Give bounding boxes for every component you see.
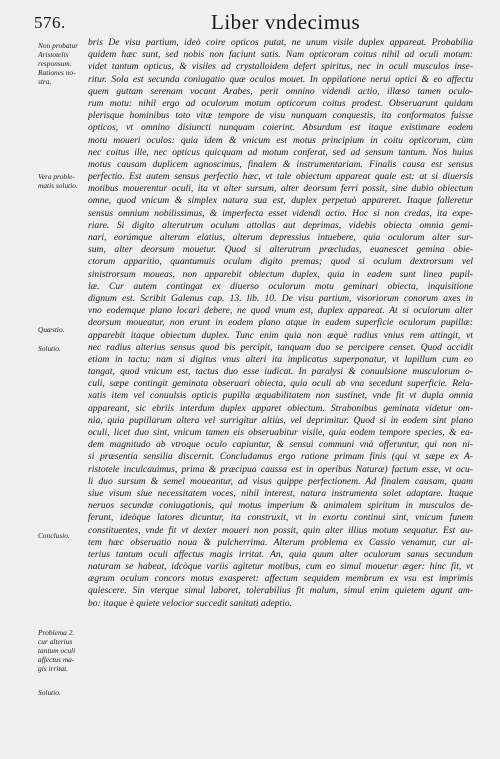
text-line: quidem hæc sunt, sed nobis non faciunt satis. Nam opticorum coitus nihil ad oculi motum: bbox=[88, 49, 473, 61]
text-line: omne, quod vnicum & simplex natura sua est, duplex perpetuò appareret. Itaque falleretur bbox=[88, 195, 473, 207]
text-line: quiescere. Sin vterque simul laboret, tolerabilius fit malum, simul enim quietem agunt am- bbox=[88, 585, 473, 597]
text-line: apparebit itaque obiectum duplex. Tunc enim quia non æquè radius vnius rem attingit, vt bbox=[88, 329, 473, 341]
text-line: tangat, quod vnicum est, tactus duo esse iudicat. In paralysi & conuulsione musculorum o- bbox=[88, 366, 473, 378]
text-line: constituentes, vnde fit vt dexter moueri non possit, quin alter illius motum sequatur. Est au- bbox=[88, 524, 473, 536]
text-line: ægrum oculum concors motus exasperet: affectum sequidem membrum ex vsu est imprimis bbox=[88, 573, 473, 585]
text-line: nari, eorúmque alterum elatius, alterum depressius intuebere, quia oculorum alter sur- bbox=[88, 232, 473, 243]
text-line: siue visum siue necessitatem voces, nihil interest, natura instrumenta solet adaptare. Itaque bbox=[88, 487, 473, 499]
text-line: motus causam duplicem agnoscimus, finalem & instrumentariam. Finalis causa est sensus bbox=[88, 158, 473, 170]
text-line: nec coitus ille, nec opticus quicquam ad motum conferat, sed ad sensum tantum. Nos huius bbox=[88, 146, 473, 158]
text-line: perfectio. Est autem sensus perfectio hæc, vt tale obiectum appareat quale est: at si diuersis bbox=[88, 171, 473, 183]
text-line: ferunt, ideòque latores dicuntur, ita construxit, vt in exortu continui sint, vnicum funem bbox=[88, 512, 473, 524]
text-line: si præsentia sensilia discernit. Concludamus ergo ratione primam finis (qui vt sæpe ex A- bbox=[88, 451, 473, 463]
text-line: xatis item vel conuulsis opticis pupilla æquabilitatem non sustinet, vnde fit vt dupla omnia bbox=[88, 390, 473, 402]
text-line: plerisque hominibus toto vitæ tempore de visu nunquam conquestis, ita conformatos fuisse bbox=[88, 110, 473, 122]
text-line: etiam in tactu: nam si digitus vnus alteri ita implicatus superponatur, vt lapillum cum eo bbox=[88, 353, 473, 365]
text-line: sum, alter deorsum mouetur. Quod si alterutrum præcludas, euanescet gemina obie- bbox=[88, 244, 473, 256]
text-line: nec radius alterius sensus quod bis percipit, tanquam duo se percipere censet. Quod accidit bbox=[88, 341, 473, 353]
text-line: læ. Cur autem contingat ex diuerso oculorum motu geminari obiecta, inquisitione bbox=[88, 280, 473, 292]
text-line: deorsum moueatur, non erunt in eodem plano atque in eadem superficie oculorum pupillæ: bbox=[88, 317, 473, 329]
text-line: ristotele inculcauimus, prima & præcipua caussa est in operibus Naturæ) factum esse, vt ocu- bbox=[88, 463, 473, 475]
text-line: videt tantum opticus, & visiles ad crystalloidem defert spiritus, nec in oculi musculos inse- bbox=[88, 61, 473, 73]
text-line: terius tantum oculi affectus magis irritat. An, quia quum alter oculorum sanus secundum bbox=[88, 548, 473, 560]
text-line: vno eodemque plano locari debere, ne quod vnum est, duplex appareat. At si oculorum alter bbox=[88, 305, 473, 317]
text-line: appareant, sic ebriis interdum duplex apparet obiectum. Strabonibus geminata videtur om- bbox=[88, 402, 473, 414]
text-line: opticos, vt omnino disiuncti nunquam coierint. Absurdum est itaque existimare eodem bbox=[88, 122, 473, 134]
body-text bbox=[88, 37, 473, 610]
page-number: 576. bbox=[34, 13, 66, 32]
text-line: bris De visu partium, ideò coire opticos putat, ne unum visile duplex appareat. Probabilia bbox=[88, 37, 473, 48]
text-line: sensus omnium nobilissimus, & imperfecta esset videndi actio. Hoc si non credas, ita expe- bbox=[88, 207, 473, 219]
running-head: Liber vndecimus bbox=[211, 10, 361, 34]
text-line: naturam se habeat, idcòque variis agitetur motibus, cum eo simul mouetur æger: hinc fit, vt bbox=[88, 561, 473, 573]
text-line: tem hæc obseruatio noua & pulcherrima. Alterum problema ex Cassio venamur, cur al- bbox=[88, 536, 473, 548]
text-line: ritur. Sola est secunda coniugatio quæ oculos mouet. In oppilatione nerui optici & eo affectu bbox=[88, 73, 473, 85]
text-line: dem magnitudo ab vtroque oculo capiuntur, & sensui communi vnà offeruntur, qui non ni- bbox=[88, 439, 473, 451]
text-line: dignum est. Scribit Galenus cap. 13. lib. 10. De visu partium, visoriorum conorum axes in bbox=[88, 292, 473, 304]
text-line: sinistrorsum moueas, non apparebit obiectum duplex, quia in eadem sunt linea pupil- bbox=[88, 268, 473, 280]
text-line: culi, sæpe contingit geminata obseruari obiecta, quia oculi ab vna secedunt superficie. Rela- bbox=[88, 378, 473, 390]
text-line: nia, quia pupillarum altera vel surrigitur altiùs, vel deprimitur. Quod si in eodem sint plano bbox=[88, 414, 473, 426]
margin-note: Solutio. bbox=[38, 344, 61, 353]
margin-note: Conclusio. bbox=[38, 531, 70, 540]
text-line: ctorum apparitio, quantumuis oculum digito premas; quod si oculum dextrorsum vel bbox=[88, 256, 473, 268]
text-line: quem guttam serenam vocant Arabes, perit omnino videndi actio, illæso tamen oculo- bbox=[88, 85, 473, 97]
margin-note: Problema 2. cur alterius tantum oculi affectus ma- gis irritat. bbox=[38, 628, 76, 673]
text-line: motu moueri oculos: quia idem & vnicum est motus principium in coitu opticorum, cùm bbox=[88, 134, 473, 146]
text-line: oculi, licet duo sint, vnicum tamen eis obseruabitur visile, quia eodem tempore species, & ea- bbox=[88, 427, 473, 438]
text-line: neruos secundæ coniugationis, qui motus imperium & animalem spiritum in musculos de- bbox=[88, 500, 473, 512]
margin-note: Quæstio. bbox=[38, 325, 65, 334]
text-line: li duo sursum & semel moueantur, ad visus quippe perfectionem. Ad finalem causam, quam bbox=[88, 475, 473, 487]
text-line: riare. Si digito alterutrum oculum attollas aut deprimas, videbis obiecta omnia gemi- bbox=[88, 219, 473, 231]
margin-note: Vera proble- matis solutio. bbox=[38, 172, 78, 190]
margin-note: Non probatur Aristotelis responsum. Rationes no- stra. bbox=[38, 41, 79, 86]
text-line: bo: itaque è quiete velocior succedit sanitati adeptio. bbox=[88, 597, 293, 609]
margin-note: Solutio. bbox=[38, 688, 61, 697]
text-line: rum motu: nihil ergo ad oculorum motum opticorum coitus prodest. Obseruarunt quidam bbox=[88, 97, 473, 109]
text-line: motibus mouerentur oculi, ita vt alter sursum, alter deorsum ferri possit, sine dubio obiectum bbox=[88, 183, 473, 195]
